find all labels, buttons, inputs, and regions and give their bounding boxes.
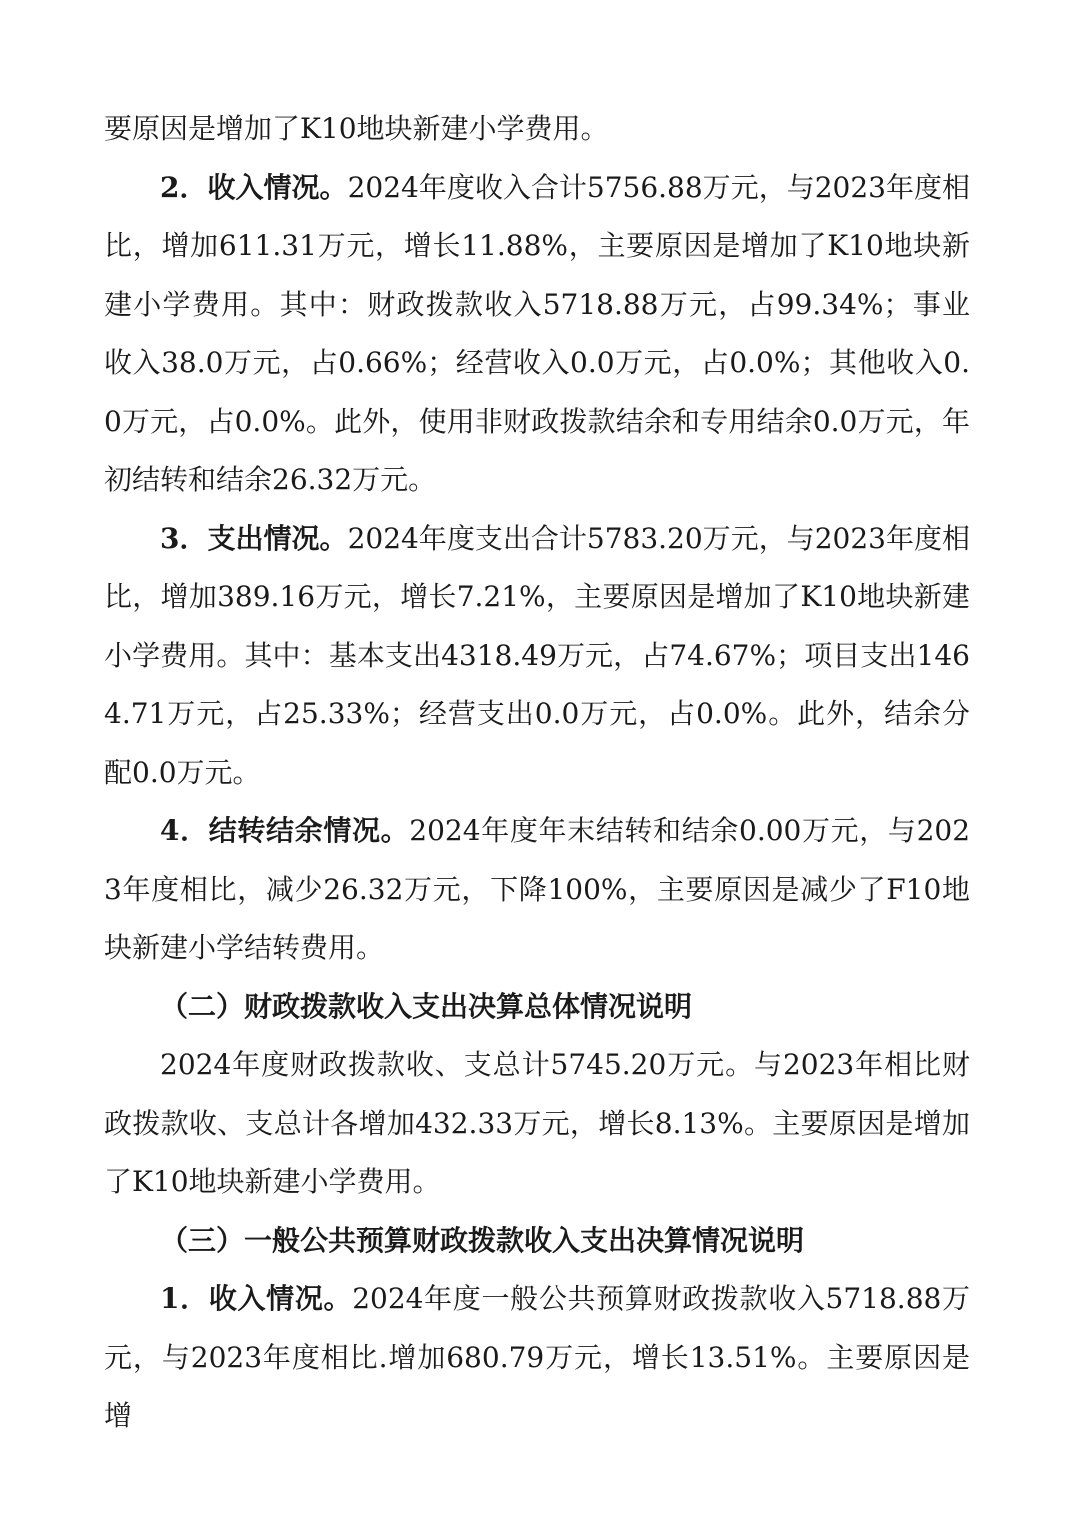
paragraph-fiscal-overview xyxy=(104,1036,970,1212)
paragraph-text: 2024年度一般公共预算财政拨款收入5718.88万元，与2023年度相比.增加680.79万元，增长13.51%。主要原因是增 xyxy=(104,1282,971,1432)
paragraph-text: 要原因是增加了K10地块新建小学费用。 xyxy=(104,112,609,145)
paragraph-lead: 4．结转结余情况。 xyxy=(160,814,410,847)
paragraph-lead: 3．支出情况。 xyxy=(160,521,348,555)
paragraph-text: 2024年度收入合计5756.88万元，与2023年度相比，增加611.31万元，增长11.88%，主要原因是增加了K10地块新建小学费用。其中：财政拨款收入5718.88万元，占99.34%；事业收入38.0万元，占0.66%；经营收入0.0万元，占0.0%；其他收入0.0万元，占0.0%。此外，使用非财政拨款结余和专用结余0.0万元，年初结转和结余26.32万元。 xyxy=(104,170,971,496)
paragraph-income xyxy=(104,159,970,510)
paragraph-text: 2024年度年末结转和结余0.00万元，与2023年度相比，减少26.32万元，下降100%，主要原因是减少了F10地块新建小学结转费用。 xyxy=(104,814,971,964)
paragraph-general-budget-income xyxy=(104,1270,970,1446)
paragraph-text: 2024年度支出合计5783.20万元，与2023年度相比，增加389.16万元，增长7.21%，主要原因是增加了K10地块新建小学费用。其中：基本支出4318.49万元，占74.67%；项目支出1464.71万元，占25.33%；经营支出0.0万元，占0.0%。此外，结余分配0.0万元。 xyxy=(104,521,971,789)
document-page xyxy=(104,100,970,1446)
section-heading-fiscal-overview: （二）财政拨款收入支出决算总体情况说明 xyxy=(160,989,693,1023)
paragraph-lead: 2．收入情况。 xyxy=(160,170,348,204)
section-heading-general-budget: （三）一般公共预算财政拨款收入支出决算情况说明 xyxy=(160,1223,805,1257)
paragraph-lead: 1．收入情况。 xyxy=(160,1282,353,1315)
paragraph-carryover xyxy=(104,802,970,978)
paragraph-expenditure xyxy=(104,510,970,803)
paragraph-continuation xyxy=(104,100,970,159)
paragraph-text: 2024年度财政拨款收、支总计5745.20万元。与2023年相比财政拨款收、支总计各增加432.33万元，增长8.13%。主要原因是增加了K10地块新建小学费用。 xyxy=(104,1048,970,1198)
